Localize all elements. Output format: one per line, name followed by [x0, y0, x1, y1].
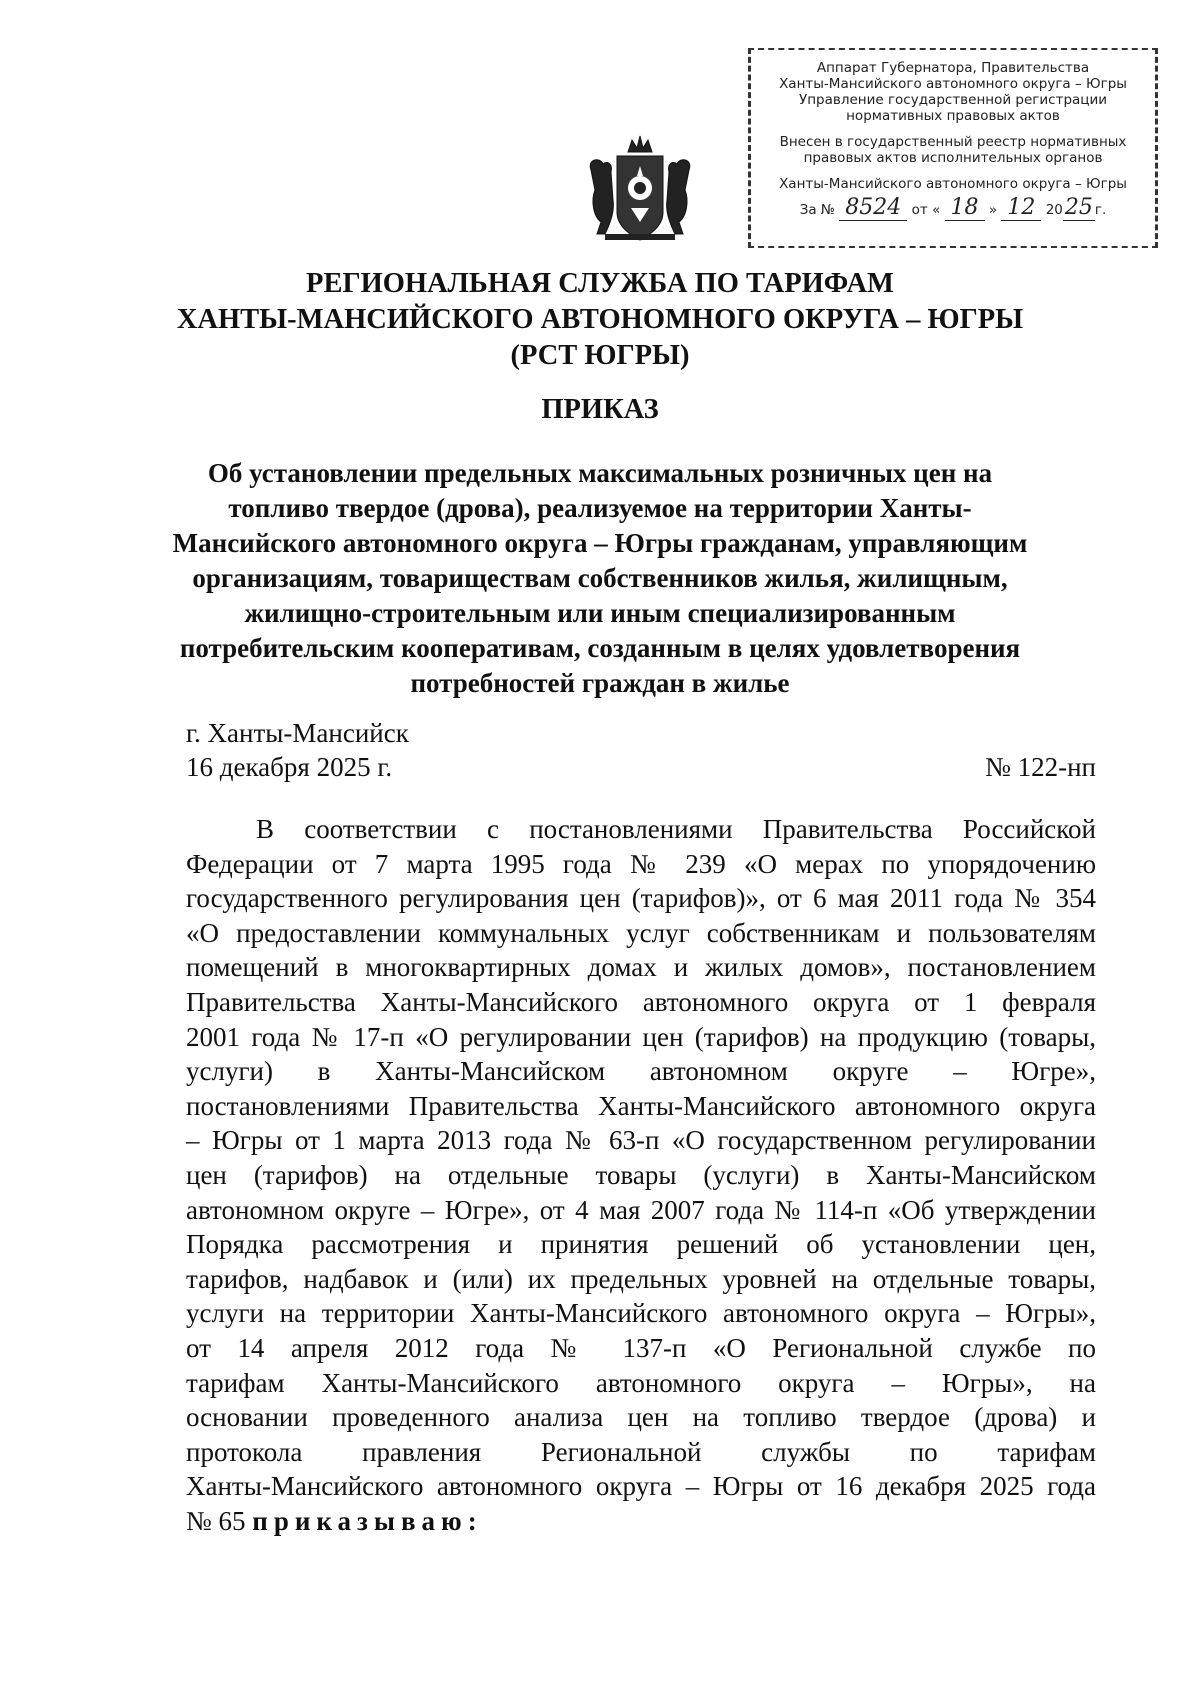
- body-line: основании проведенного анализа цен на топливо твердое (дрова) и: [186, 1402, 1096, 1433]
- stamp-reg-number: 8524: [839, 195, 907, 221]
- body-line: протокола правления Региональной службы по тарифам: [186, 1436, 1096, 1467]
- order-colon: :: [467, 1505, 477, 1536]
- body-line: тарифам Ханты-Мансийского автономного округа – Югры», на: [186, 1367, 1096, 1398]
- document-number: № 122-нп: [985, 752, 1096, 782]
- body-line: услуги на территории Ханты-Мансийского автономного округа – Югры»,: [186, 1298, 1096, 1329]
- title-line: Мансийского автономного округа – Югры гражданам, управляющим: [172, 528, 1028, 558]
- body-line: 2001 года № 17-п «О регулировании цен (тарифов) на продукцию (товары,: [186, 1021, 1096, 1052]
- coat-of-arms-emblem: [585, 130, 695, 250]
- stamp-line: правовых актов исполнительных органов: [803, 150, 1103, 166]
- org-name-line: ХАНТЫ-МАНСИЙСКОГО АВТОНОМНОГО ОКРУГА – ЮГРЫ: [176, 304, 1024, 335]
- body-line: услуги) в Ханты-Мансийском автономном округе – Югре»,: [186, 1056, 1096, 1087]
- title-line: потребностей граждан в жилье: [410, 668, 790, 698]
- document-city: г. Ханты-Мансийск: [186, 718, 409, 748]
- document-body: [186, 812, 1096, 1538]
- body-line: Ханты-Мансийского автономного округа – Югры от 16 декабря 2025 года: [186, 1471, 1096, 1502]
- stamp-line: Ханты-Мансийского автономного округа – Югры: [779, 76, 1127, 92]
- body-line: автономном округе – Югре», от 4 мая 2007 года № 114-п «Об утверждении: [186, 1194, 1096, 1225]
- stamp-reg-year-suffix: г.: [1094, 202, 1107, 218]
- title-line: топливо твердое (дрова), реализуемое на территории Ханты-: [228, 493, 972, 523]
- organization-header: [0, 266, 1200, 374]
- body-line: государственного регулирования цен (тарифов)», от 6 мая 2011 года № 354: [186, 883, 1096, 914]
- stamp-reg-from: от «: [911, 202, 941, 218]
- stamp-reg-prefix: За №: [799, 202, 835, 218]
- body-line: В соответствии с постановлениями Правительства Российской: [256, 814, 1096, 844]
- title-line: организациям, товариществам собственников жилья, жилищным,: [192, 563, 1008, 593]
- body-line: – Югры от 1 марта 2013 года № 63-п «О государственном регулировании: [186, 1125, 1096, 1156]
- stamp-reg-year-prefix: 20: [1045, 202, 1063, 218]
- document-date: 16 декабря 2025 г.: [186, 752, 393, 782]
- stamp-reg-day: 18: [945, 195, 985, 221]
- stamp-line: Управление государственной регистрации: [798, 92, 1108, 108]
- body-line: Федерации от 7 марта 1995 года № 239 «О мерах по упорядочению: [186, 848, 1096, 879]
- body-line: тарифов, надбавок и (или) их предельных уровней на отдельные товары,: [186, 1263, 1096, 1294]
- document-title: [0, 456, 1200, 701]
- stamp-reg-quote: »: [988, 202, 998, 218]
- stamp-registration-line: [751, 195, 1155, 220]
- body-line: помещений в многоквартирных домах и жилых домов», постановлением: [186, 952, 1096, 983]
- stamp-line: нормативных правовых актов: [846, 108, 1060, 124]
- title-line: Об установлении предельных максимальных розничных цен на: [207, 458, 993, 488]
- body-line: «О предоставлении коммунальных услуг собственникам и пользователям: [186, 917, 1096, 948]
- stamp-line: Аппарат Губернатора, Правительства: [816, 60, 1090, 76]
- document-type: ПРИКАЗ: [541, 394, 659, 425]
- title-line: жилищно-строительным или иным специализированным: [244, 598, 956, 628]
- body-line: цен (тарифов) на отдельные товары (услуги) в Ханты-Мансийском: [186, 1159, 1096, 1190]
- body-line: Порядка рассмотрения и принятия решений об установлении цен,: [186, 1229, 1096, 1260]
- order-keyword: приказываю: [252, 1505, 468, 1536]
- org-abbreviation: (РСТ ЮГРЫ): [510, 340, 690, 371]
- stamp-reg-year: 25: [1064, 195, 1093, 220]
- body-line: Правительства Ханты-Мансийского автономного округа от 1 февраля: [186, 986, 1096, 1017]
- body-line: постановлениями Правительства Ханты-Мансийского автономного округа: [186, 1090, 1096, 1121]
- title-line: потребительским кооперативам, созданным в целях удовлетворения: [179, 633, 1021, 663]
- stamp-line: Ханты-Мансийского автономного округа – Югры: [779, 176, 1127, 192]
- org-name-line: РЕГИОНАЛЬНАЯ СЛУЖБА ПО ТАРИФАМ: [306, 268, 894, 299]
- stamp-line: Внесен в государственный реестр нормативных: [779, 134, 1127, 150]
- body-line: от 14 апреля 2012 года № 137-п «О Региональной службе по: [186, 1332, 1096, 1363]
- stamp-reg-month: 12: [1001, 195, 1041, 221]
- order-number: № 65: [186, 1505, 246, 1536]
- registration-stamp: [748, 48, 1158, 248]
- body-final-line: [186, 1504, 1096, 1539]
